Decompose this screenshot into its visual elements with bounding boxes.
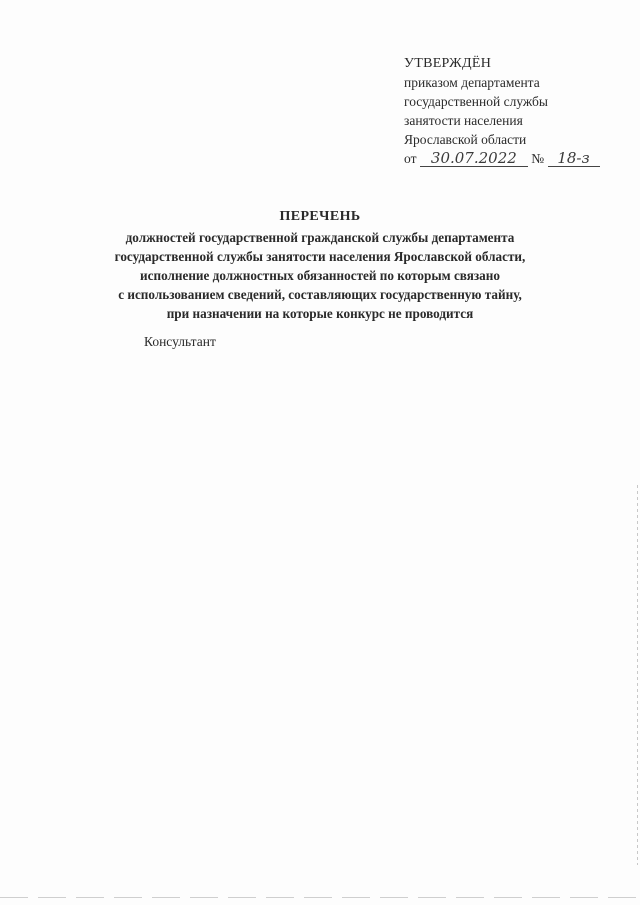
approval-line: государственной службы [404,94,548,109]
document-subtitle-line: должностей государственной гражданской службы департамента [125,230,515,245]
document-subtitle-line: при назначении на которые конкурс не проводится [166,306,474,321]
order-number: 18-з [548,150,600,167]
document-title-block [60,207,580,323]
scan-bottom-artifact [0,897,640,898]
order-date: 30.07.2022 [420,150,528,167]
number-prefix: № [531,151,545,166]
approval-line: Ярославской области [404,132,527,147]
scan-edge-artifact [637,485,638,865]
approval-stamp-block [404,54,624,168]
document-subtitle-line: исполнение должностных обязанностей по которым связано [140,268,500,283]
approval-line: занятости населения [404,113,523,128]
document-title: ПЕРЕЧЕНЬ [279,209,361,224]
approval-line: приказом департамента [404,75,540,90]
order-date-number-line [404,149,624,168]
date-prefix: от [404,151,417,166]
approval-heading: УТВЕРЖДЁН [404,56,492,71]
document-subtitle-line: государственной службы занятости населения Ярославской области, [114,249,526,264]
position-list-item: Консультант [144,334,216,349]
document-subtitle-line: с использованием сведений, составляющих государственную тайну, [118,287,522,302]
